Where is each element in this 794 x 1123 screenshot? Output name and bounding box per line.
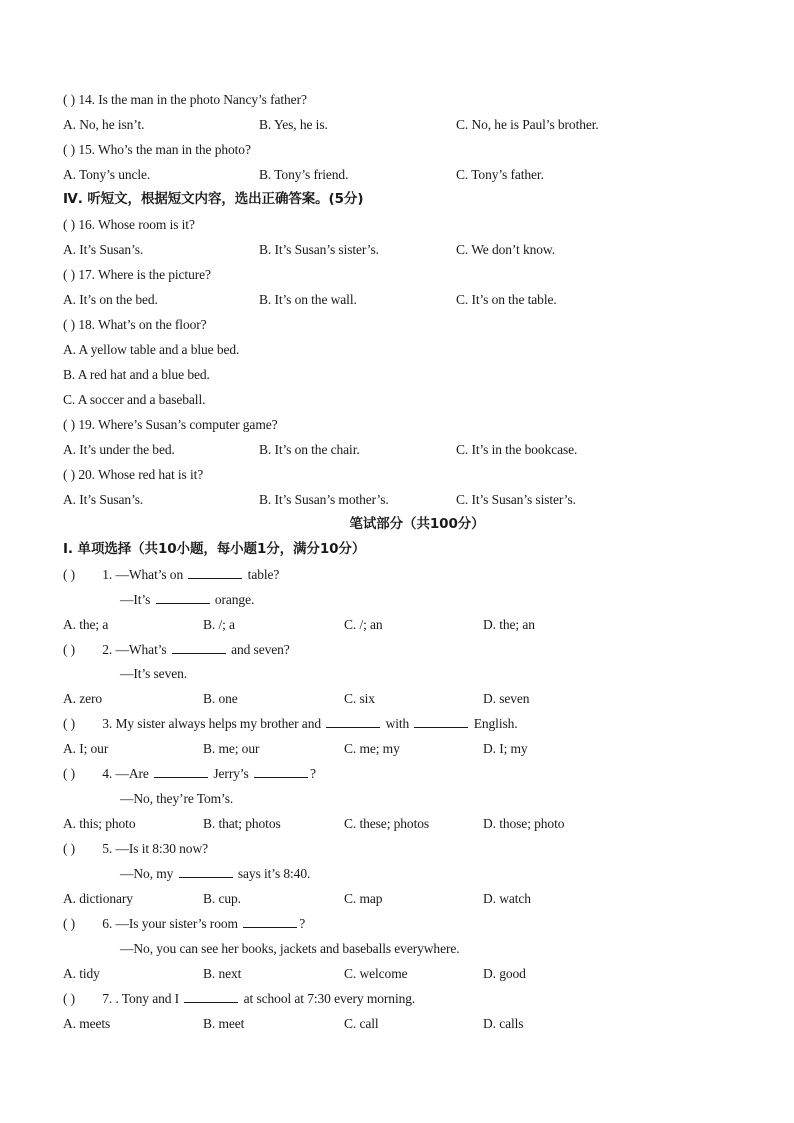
question-15-options <box>63 162 754 187</box>
stem-text: 2. —What’s <box>102 642 167 657</box>
option-a: A. It’s under the bed. <box>63 442 175 457</box>
option-b: B. Tony’s friend. <box>259 167 349 182</box>
stem-text: at school at 7:30 every morning. <box>243 991 416 1006</box>
stem-text: Jerry’s <box>213 766 249 781</box>
option-b: B. me; our <box>203 741 260 756</box>
option-c: C. It’s Susan’s sister’s. <box>456 492 576 507</box>
option-c: C. Tony’s father. <box>456 167 544 182</box>
stem-text: 1. —What’s on <box>102 567 184 582</box>
section-1-heading: Ⅰ. 单项选择（共10小题，每小题1分，满分10分） <box>63 541 366 557</box>
mc-question-2-response: —It’s seven. <box>120 666 188 681</box>
question-19-options <box>63 437 754 462</box>
option-c: C. /; an <box>344 617 383 632</box>
option-a: A. meets <box>63 1016 111 1031</box>
mc-question-1-stem <box>63 562 754 587</box>
option-a: A. Tony’s uncle. <box>63 167 151 182</box>
mc-question-4-options <box>63 811 754 836</box>
option-b: B. meet <box>203 1016 245 1031</box>
option-c: C. map <box>344 891 383 906</box>
mc-question-6-options <box>63 961 754 986</box>
question-18-option-b: B. A red hat and a blue bed. <box>63 367 210 382</box>
option-c: C. these; photos <box>344 816 430 831</box>
option-b: B. It’s Susan’s sister’s. <box>259 242 379 257</box>
option-b: B. Yes, he is. <box>259 117 328 132</box>
answer-blank <box>254 763 308 778</box>
question-18-option-a: A. A yellow table and a blue bed. <box>63 342 240 357</box>
answer-blank <box>188 564 242 579</box>
mc-question-4-response: —No, they’re Tom’s. <box>120 791 234 806</box>
question-14-options <box>63 112 754 137</box>
stem-text: with <box>385 716 410 731</box>
option-a: A. this; photo <box>63 816 136 831</box>
option-b: B. next <box>203 966 242 981</box>
option-c: C. It’s in the bookcase. <box>456 442 578 457</box>
mc-question-3-options <box>63 736 754 761</box>
option-c: C. call <box>344 1016 379 1031</box>
answer-paren: ( ) <box>63 567 76 582</box>
answer-blank <box>414 713 468 728</box>
stem-text: 4. —Are <box>102 766 149 781</box>
option-c: C. me; my <box>344 741 400 756</box>
option-c: C. No, he is Paul’s brother. <box>456 117 599 132</box>
mc-question-5-response <box>120 861 754 886</box>
option-c: C. welcome <box>344 966 408 981</box>
option-a: A. It’s on the bed. <box>63 292 158 307</box>
question-19-stem: ( ) 19. Where’s Susan’s computer game? <box>63 417 278 432</box>
answer-paren: ( ) <box>63 716 76 731</box>
stem-text: 7. . Tony and I <box>102 991 180 1006</box>
stem-text: —It’s <box>120 592 151 607</box>
mc-question-2-options <box>63 686 754 711</box>
answer-blank <box>156 589 210 604</box>
option-c: C. six <box>344 691 375 706</box>
stem-text: ? <box>309 766 316 781</box>
option-c: C. It’s on the table. <box>456 292 557 307</box>
option-c: C. We don’t know. <box>456 242 555 257</box>
option-b: B. It’s on the chair. <box>259 442 360 457</box>
stem-text: English. <box>473 716 518 731</box>
answer-blank <box>179 863 233 878</box>
option-d: D. seven <box>483 691 530 706</box>
answer-paren: ( ) <box>63 916 76 931</box>
option-b: B. one <box>203 691 238 706</box>
answer-paren: ( ) <box>63 991 76 1006</box>
mc-question-7-stem <box>63 986 754 1011</box>
stem-text: 6. —Is your sister’s room <box>102 916 238 931</box>
option-a: A. I; our <box>63 741 109 756</box>
mc-question-1-options <box>63 612 754 637</box>
option-b: B. cup. <box>203 891 241 906</box>
stem-text: table? <box>247 567 280 582</box>
question-15-stem: ( ) 15. Who’s the man in the photo? <box>63 142 251 157</box>
option-a: A. tidy <box>63 966 100 981</box>
question-18-stem: ( ) 18. What’s on the floor? <box>63 317 207 332</box>
mc-question-5-stem <box>63 836 754 861</box>
question-20-options <box>63 487 754 512</box>
answer-blank <box>243 913 297 928</box>
option-a: A. the; a <box>63 617 109 632</box>
section-4-heading: Ⅳ. 听短文，根据短文内容，选出正确答案。(5分) <box>63 191 364 207</box>
option-d: D. I; my <box>483 741 528 756</box>
option-a: A. It’s Susan’s. <box>63 492 144 507</box>
option-d: D. those; photo <box>483 816 565 831</box>
mc-question-3-stem <box>63 711 754 736</box>
option-a: A. zero <box>63 691 103 706</box>
stem-text: says it’s 8:40. <box>237 866 311 881</box>
question-14-stem: ( ) 14. Is the man in the photo Nancy’s father? <box>63 92 307 107</box>
stem-text: 5. —Is it 8:30 now? <box>102 841 208 856</box>
option-d: D. good <box>483 966 526 981</box>
option-d: D. the; an <box>483 617 535 632</box>
answer-paren: ( ) <box>63 841 76 856</box>
option-b: B. It’s on the wall. <box>259 292 357 307</box>
answer-paren: ( ) <box>63 642 76 657</box>
mc-question-6-stem <box>63 911 754 936</box>
mc-question-6-response: —No, you can see her books, jackets and baseballs everywhere. <box>120 941 460 956</box>
stem-text: and seven? <box>231 642 290 657</box>
option-b: B. It’s Susan’s mother’s. <box>259 492 389 507</box>
mc-question-1-response <box>120 587 754 612</box>
stem-text: ? <box>299 916 306 931</box>
answer-blank <box>172 639 226 654</box>
written-part-heading: 笔试部分（共100分） <box>349 516 485 532</box>
mc-question-4-stem <box>63 761 754 786</box>
question-16-stem: ( ) 16. Whose room is it? <box>63 217 195 232</box>
answer-blank <box>154 763 208 778</box>
option-d: D. watch <box>483 891 531 906</box>
option-a: A. dictionary <box>63 891 133 906</box>
option-b: B. that; photos <box>203 816 281 831</box>
option-a: A. It’s Susan’s. <box>63 242 144 257</box>
mc-question-7-options <box>63 1011 754 1036</box>
question-17-stem: ( ) 17. Where is the picture? <box>63 267 211 282</box>
option-b: B. /; a <box>203 617 235 632</box>
question-20-stem: ( ) 20. Whose red hat is it? <box>63 467 204 482</box>
answer-paren: ( ) <box>63 766 76 781</box>
stem-text: —No, my <box>120 866 174 881</box>
answer-blank <box>326 713 380 728</box>
question-16-options <box>63 237 754 262</box>
stem-text: 3. My sister always helps my brother and <box>102 716 321 731</box>
answer-blank <box>184 988 238 1003</box>
question-18-option-c: C. A soccer and a baseball. <box>63 392 206 407</box>
option-a: A. No, he isn’t. <box>63 117 145 132</box>
option-d: D. calls <box>483 1016 524 1031</box>
mc-question-5-options <box>63 886 754 911</box>
question-17-options <box>63 287 754 312</box>
stem-text: orange. <box>214 592 255 607</box>
mc-question-2-stem <box>63 637 754 662</box>
